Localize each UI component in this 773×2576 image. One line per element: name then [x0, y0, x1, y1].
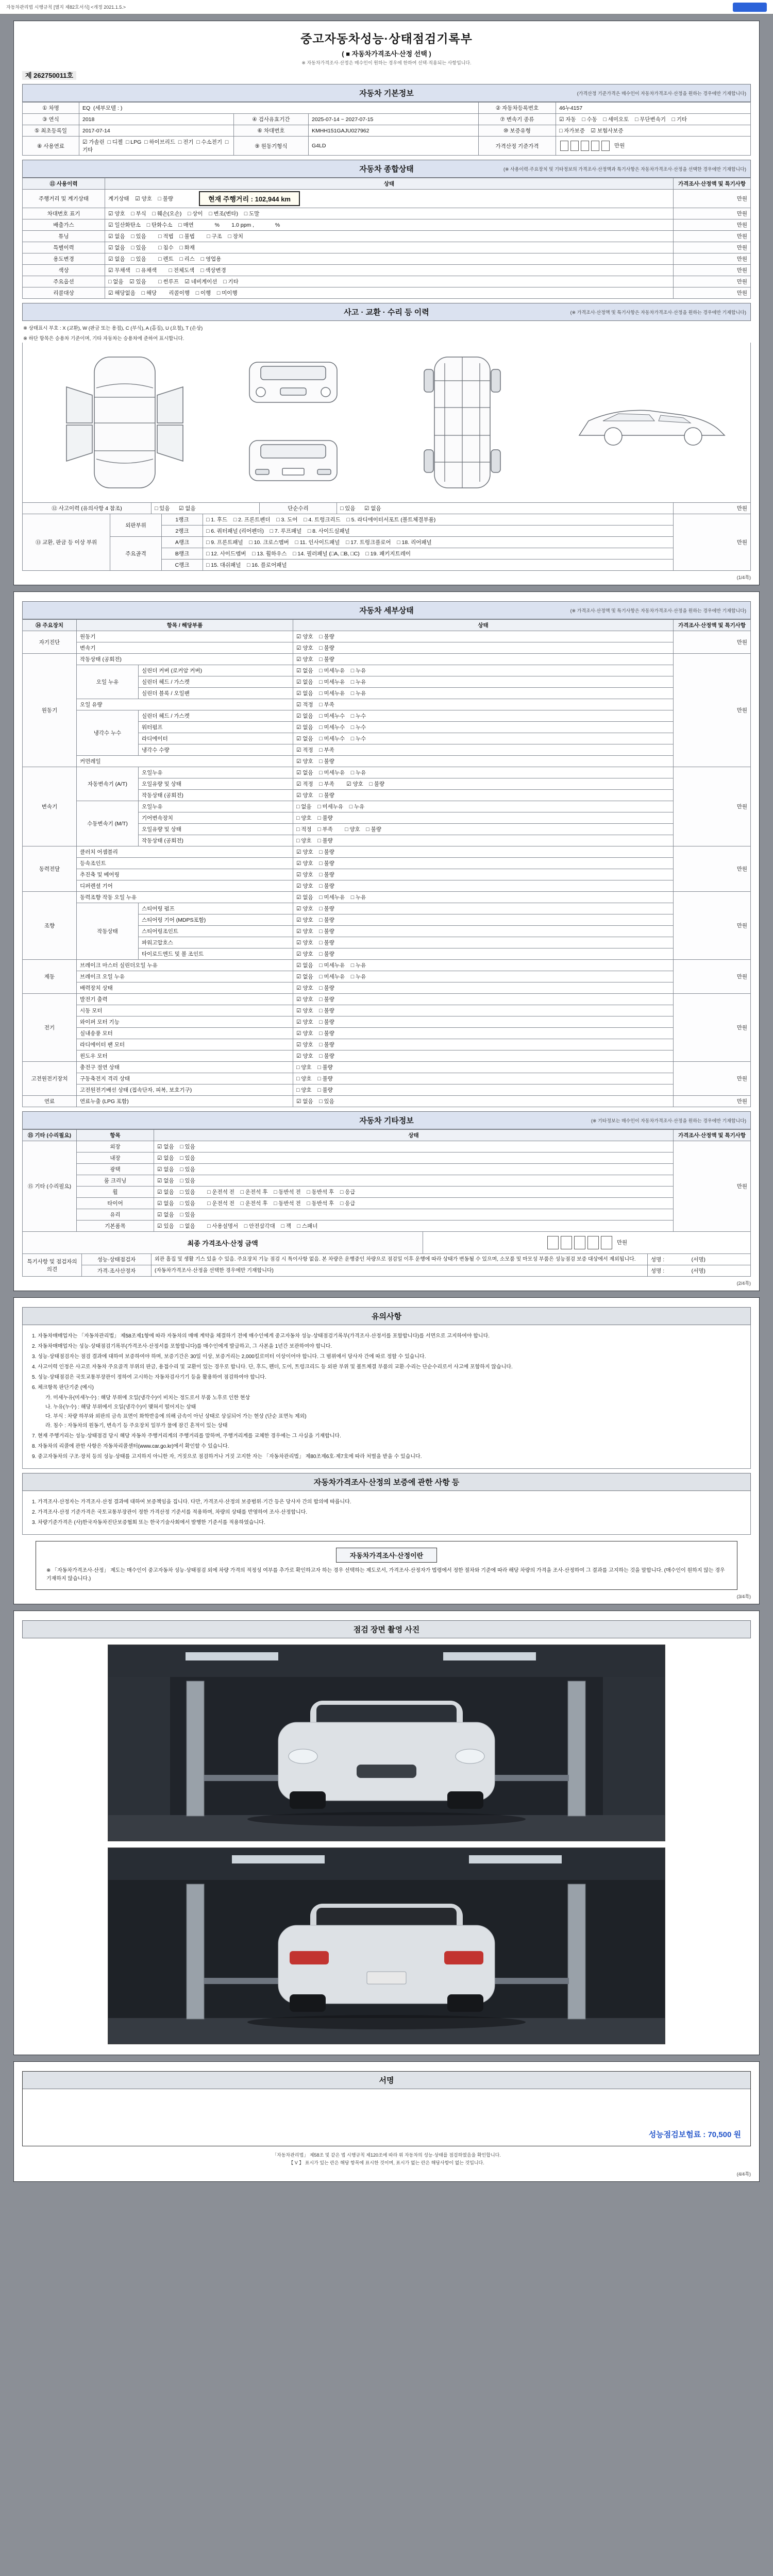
item-cell: 기어변속장치: [139, 812, 293, 824]
vehicle-diagram-front-rear-view: [229, 348, 358, 497]
col-header: 상태: [154, 1130, 674, 1141]
item-cell: 변속기: [77, 642, 293, 654]
col-header: 가격조사·산정액 및 특기사항: [674, 178, 751, 190]
device-group: 동력전달: [23, 846, 77, 892]
price-cell: 만원: [674, 231, 751, 242]
item-cell: 연료누출 (LPG 포함): [77, 1096, 293, 1107]
state-cell: ☑ 없음 □ 있음 □ 운전석 전 □ 운전석 후 □ 동반석 전 □ 동반석 후 □ 응급: [154, 1198, 674, 1209]
base-price-label: 가격산정 기준가격: [479, 137, 556, 156]
final-price-boxes: [423, 1232, 751, 1254]
state-cell: ☑ 없음 □ 미세누수 □ 누수: [293, 722, 674, 733]
price-cell: 만원: [674, 276, 751, 287]
col-header: ⑭ 주요장치: [23, 620, 77, 631]
repair-needed-label: ⑮ 기타 (수리필요): [23, 1141, 77, 1232]
state-cell: ☑ 양호 □ 불량: [293, 858, 674, 869]
page-3: [13, 1297, 760, 1604]
item-cell: 배력장치 상태: [77, 982, 293, 994]
state-cell: ☑ 양호 □ 불량: [293, 903, 674, 914]
definition-title: 자동차가격조사·산정이란: [336, 1548, 437, 1563]
section-etc-header: 자동차 기타정보 (※ 기타정보는 매수인이 자동차가격조사·산정을 원하는 경우에만 기재합니다): [22, 1111, 751, 1129]
row-label: 리콜대상: [23, 287, 105, 299]
section-accident-note: (※ 가격조사·산정액 및 특기사항은 자동차가격조사·산정을 원하는 경우에만 기재합니다): [570, 310, 746, 315]
field-value: ☑ 자동 □ 수동 □ 세미오토 □ 무단변속기 □ 기타: [556, 114, 751, 125]
state-cell: ☑ 없음 □ 있음 □ 렌트 □ 리스 □ 영업용: [105, 253, 674, 265]
state-cell: ☑ 없음 □ 있음 □ 적법 □ 불법 □ 구조 □ 장치: [105, 231, 674, 242]
vehicle-diagram-side-view: [567, 394, 737, 451]
inspector-opinion-text: 외관 흠집 및 생활 기스 있을 수 있음. 주요장치 기능 점검 시 특이사항 없음. 본 차량은 운행중인 차량으로 점검일 이후 운행에 따라 상태가 변동될 수 있으며, 소모품 및 마모성 부품은 성능점검 보증 대상에서 제외됩니다.: [152, 1254, 648, 1265]
price-cell: 만원: [674, 960, 751, 994]
item-cell: 시동 모터: [77, 1005, 293, 1016]
opinion-group-label: 특기사항 및 점검자의 의견: [23, 1254, 82, 1277]
item-cell: 타이어: [77, 1198, 154, 1209]
item-cell: 실린더 블록 / 오일팬: [139, 688, 293, 699]
state-cell: □ 적정 □ 부족 □ 양호 □ 불량: [293, 824, 674, 835]
outer-panel-label: 외판부위: [110, 514, 162, 537]
state-cell: ☑ 없음 □ 미세누유 □ 누유: [293, 665, 674, 676]
state-cell: ☑ 양호 □ 불량: [293, 631, 674, 642]
price-cell: 만원: [674, 503, 751, 514]
item-cell: 등속조인트: [77, 858, 293, 869]
simple-repair-state: □ 있음 ☑ 없음: [337, 503, 674, 514]
state-cell: ☑ 양호 □ 부식 □ 훼손(오손) □ 상이 □ 변조(변타) □ 도말: [105, 208, 674, 219]
device-group: 조향: [23, 892, 77, 960]
item-cell: 작동상태 (공회전): [139, 835, 293, 846]
field-label: ① 차명: [23, 103, 79, 114]
item-cell: 오일유량 및 상태: [139, 778, 293, 790]
rank-items: □ 9. 프론트패널 □ 10. 크로스멤버 □ 11. 인사이드패널 □ 17. 트렁크플로어 □ 18. 리어패널: [203, 537, 674, 548]
item-cell: 라디에이터 팬 모터: [77, 1039, 293, 1050]
rank-name: A랭크: [162, 537, 203, 548]
field-value: □ 자가보증 ☑ 보험사보증: [556, 125, 751, 137]
rank-name: 2랭크: [162, 526, 203, 537]
state-cell: ☑ 양호 □ 불량: [293, 1050, 674, 1062]
page-marker: (2/4쪽): [736, 1281, 751, 1286]
accident-label: ⑫ 사고이력 (유의사항 4 참조): [23, 503, 152, 514]
device-group: 자기진단: [23, 631, 77, 654]
device-group: 전기: [23, 994, 77, 1062]
state-cell: ☑ 없음 □ 미세누수 □ 누수: [293, 710, 674, 722]
price-digit-box: [547, 1236, 559, 1249]
state-cell: □ 양호 □ 불량: [293, 835, 674, 846]
state-cell: ☑ 없음 □ 미세누유 □ 누유: [293, 971, 674, 982]
rank-name: 1랭크: [162, 514, 203, 526]
field-value: 2018: [79, 114, 234, 125]
price-cell: 만원: [674, 242, 751, 253]
notice-item: 9. 중고자동차의 구조·장치 등의 성능·상태를 고지하지 아니한 자, 거짓으로 점검하거나 거짓 고지한 자는 「자동차관리법」 제80조제6호·제7호에 따라 처벌을 받을 수 있습니다.: [32, 1454, 422, 1460]
item-cell: 광택: [77, 1164, 154, 1175]
item-cell: 외장: [77, 1141, 154, 1153]
top-strip: [0, 0, 773, 14]
state-cell: ☑ 양호 □ 불량: [293, 1028, 674, 1039]
section-basic-note: (가격산정 기준가격은 매수인이 자동차가격조사·산정을 원하는 경우에만 기재합니다): [577, 91, 746, 96]
device-group: 변속기: [23, 767, 77, 846]
item-cell: 기본품목: [77, 1221, 154, 1232]
field-value: EQ (세부모델 : ): [79, 103, 479, 114]
sub-group: 수동변속기 (M/T): [77, 801, 139, 846]
vehicle-diagram-top-view: [37, 348, 212, 497]
field-value: 46누4157: [556, 103, 751, 114]
item-cell: 실린더 헤드 / 가스켓: [139, 710, 293, 722]
price-cell: 만원: [674, 1096, 751, 1107]
item-cell: 구동축전지 격리 상태: [77, 1073, 293, 1084]
appraiser-role: 가격·조사산정자: [82, 1265, 152, 1277]
state-cell: ☑ 양호 □ 불량: [293, 880, 674, 892]
device-group: 제동: [23, 960, 77, 994]
state-cell: ☑ 적정 □ 부족: [293, 699, 674, 710]
field-value: ☑ 가솔린 □ 디젤 □ LPG □ 하이브리드 □ 전기 □ 수소전기 □ 기타: [79, 137, 234, 156]
accident-state: □ 있음 ☑ 없음: [152, 503, 260, 514]
state-cell: ☑ 있음 □ 없음 □ 사용설명서 □ 안전삼각대 □ 잭 □ 스패너: [154, 1221, 674, 1232]
final-price-table: [22, 1231, 751, 1254]
definition-text: ※ 「자동차가격조사·산정」 제도는 매수인이 중고자동차 성능·상태점검 외에 차량 가격의 적정성 여부를 추가로 확인하고자 하는 경우 선택하는 제도로서, 가격조사·산정자가 법령에서 정한 절차와 기준에 따라 해당 차량의 가격을 조사·산정하여 그 결과를 고지하는 것을 말합니다. (매수인이 원하지 않는 경우 기재하지 않습니다.): [46, 1568, 727, 1582]
notice-item: 7. 현재 주행거리는 성능·상태점검 당시 해당 자동차 주행거리계의 주행거리를 말하며, 주행거리계를 교체한 경우에는 그 사실을 기재합니다.: [32, 1433, 341, 1439]
item-cell: 스티어링 펌프: [139, 903, 293, 914]
state-cell: ☑ 없음 □ 미세누유 □ 누유: [293, 960, 674, 971]
inspection-photo-front: [108, 1645, 665, 1841]
inspector-signature: 성명 : (서명): [648, 1254, 751, 1265]
field-label: ③ 연식: [23, 114, 79, 125]
field-label: ④ 검사유효기간: [234, 114, 309, 125]
rank-items: □ 15. 대쉬패널 □ 16. 플로어패널: [203, 560, 674, 571]
item-cell: 실린더 커버 (로커암 커버): [139, 665, 293, 676]
page-marker: (1/4쪽): [736, 575, 751, 580]
price-cell: 만원: [674, 654, 751, 767]
notice-sub-item: 다. 부식 : 차량 하부와 외판의 금속 표면이 화학반응에 의해 금속이 아닌 상태로 상실되어 가는 현상 (단순 표면녹 제외): [45, 1414, 307, 1419]
exchange-panel-table: [22, 514, 751, 571]
rank-items: □ 1. 후드 □ 2. 프론트펜더 □ 3. 도어 □ 4. 트렁크리드 □ 5. 라디에이터서포트 (볼트체결부품): [203, 514, 674, 526]
footer-line: 【 V 】 표시가 있는 란은 해당 항목에 표시한 것이며, 표시가 없는 란은 해당사항이 없는 것입니다.: [289, 2160, 484, 2166]
item-cell: 라디에이터: [139, 733, 293, 744]
price-cell: 만원: [674, 514, 751, 571]
signature-box: [22, 2071, 751, 2146]
item-cell: 오일누유: [139, 767, 293, 778]
state-cell: ☑ 양호 □ 불량: [293, 1005, 674, 1016]
item-cell: 동력조향 작동 오일 누유: [77, 892, 293, 903]
field-label: ⑥ 차대번호: [234, 125, 309, 137]
warranty-item: 2. 가격조사·산정 기준가격은 국토교통부장관이 정한 가격산정 기준서를 적용하며, 차량의 상태를 반영하여 조사·산정합니다.: [32, 1510, 308, 1515]
item-cell: 작동상태 (공회전): [139, 790, 293, 801]
state-cell: ☑ 양호 □ 불량: [293, 790, 674, 801]
item-cell: 클러치 어셈블리: [77, 846, 293, 858]
state-cell: ☑ 양호 □ 불량: [293, 654, 674, 665]
signature-area: [23, 2089, 750, 2146]
state-cell: ☑ 없음 □ 있음: [154, 1141, 674, 1153]
col-header: 항목 / 해당부품: [77, 620, 293, 631]
state-cell: ☑ 양호 □ 불량: [293, 756, 674, 767]
field-value: 2025-07-14 ~ 2027-07-15: [309, 114, 479, 125]
state-cell: ☑ 없음 □ 있음 □ 침수 □ 화재: [105, 242, 674, 253]
field-value: G4LD: [309, 137, 479, 156]
state-cell: ☑ 없음 □ 있음: [154, 1175, 674, 1187]
price-cell: 만원: [674, 892, 751, 960]
state-cell: □ 양호 □ 불량: [293, 812, 674, 824]
state-cell: □ 양호 □ 불량: [293, 1073, 674, 1084]
price-cell: 만원: [674, 631, 751, 654]
row-label: 주행거리 및 계기상태: [23, 190, 105, 208]
state-cell: ☑ 없음 □ 미세누유 □ 누유: [293, 892, 674, 903]
notice-item: 3. 성능·상태점검자는 점검 결과에 대하여 보증하여야 하며, 보증기간은 30일 이상, 보증거리는 2,000킬로미터 이상이어야 합니다. 그 범위에서 당사자 간에 따로 정할 수 있습니다.: [32, 1354, 426, 1360]
state-cell: ☑ 해당없음 □ 해당 리콜이행 □ 이행 □ 미이행: [105, 287, 674, 299]
price-unit: 만원: [614, 142, 625, 149]
item-cell: 오일유량 및 상태: [139, 824, 293, 835]
field-label: ⑧ 사용연료: [23, 137, 79, 156]
price-cell: 만원: [674, 1062, 751, 1096]
state-cell: ☑ 없음 □ 미세누유 □ 누유: [293, 767, 674, 778]
item-cell: 타이로드엔드 및 볼 조인트: [139, 948, 293, 960]
accident-history-table: [22, 502, 751, 514]
state-cell: ☑ 없음 □ 미세누유 □ 누유: [293, 688, 674, 699]
notice-body: [22, 1325, 751, 1469]
state-cell: ☑ 없음 □ 있음: [154, 1209, 674, 1221]
vehicle-diagram-underbody-view: [375, 348, 550, 497]
state-mark-legend: ※ 상태표시 부호 : X (교환), W (판금 또는 용접), C (부식), A (흠집), U (요철), T (손상): [23, 326, 203, 331]
item-cell: 워터펌프: [139, 722, 293, 733]
inspector-opinion-table: [22, 1253, 751, 1277]
state-cell: ☑ 양호 □ 불량: [293, 982, 674, 994]
field-label: ② 자동차등록번호: [479, 103, 556, 114]
document-subtitle-note: ※ 자동차가격조사·산정은 매수인이 원하는 경우에 한하여 선택·적용되는 사항입니다.: [301, 60, 472, 65]
section-overall-header: 자동차 종합상태 (※ 사용이력·주요장치 및 기타정보의 가격조사·산정액과 특기사항은 자동차가격조사·산정을 선택한 경우에만 기재합니다): [22, 160, 751, 178]
detail-status-table: [22, 619, 751, 1107]
brand-logo-badge: [733, 3, 767, 12]
state-cell: ☑ 양호 □ 불량: [293, 1039, 674, 1050]
item-cell: 윈도우 모터: [77, 1050, 293, 1062]
state-cell: ☑ 없음 □ 있음: [154, 1164, 674, 1175]
state-cell: □ 없음 ☑ 있음 □ 썬루프 ☑ 네비게이션 □ 기타: [105, 276, 674, 287]
page-5: [13, 2061, 760, 2182]
device-group: 고전원전기장치: [23, 1062, 77, 1096]
page-marker: (4/4쪽): [736, 2171, 751, 2177]
item-cell: 파워고압호스: [139, 937, 293, 948]
row-label: 용도변경: [23, 253, 105, 265]
item-cell: 유리: [77, 1209, 154, 1221]
notice-item: 8. 자동차의 리콜에 관한 사항은 자동차리콜센터(www.car.go.kr)에서 확인할 수 있습니다.: [32, 1444, 229, 1449]
state-cell: ☑ 없음 □ 있음: [154, 1153, 674, 1164]
state-cell: ☑ 없음 □ 있음 □ 운전석 전 □ 운전석 후 □ 동반석 전 □ 동반석 후 □ 응급: [154, 1187, 674, 1198]
field-value: KMHH151GAJU027962: [309, 125, 479, 137]
field-label: ⑩ 보증유형: [479, 125, 556, 137]
price-digit-box: [560, 141, 568, 151]
state-cell: ☑ 양호 □ 불량: [293, 914, 674, 926]
state-cell: □ 없음 □ 미세누유 □ 누유: [293, 801, 674, 812]
state-cell: □ 양호 □ 불량: [293, 1062, 674, 1073]
passenger-car-legend: ※ 하단 항목은 승용차 기준이며, 기타 자동차는 승용차에 준하여 표시합니다.: [23, 336, 184, 342]
col-header: 상태: [105, 178, 674, 190]
field-value: 2017-07-14: [79, 125, 234, 137]
notice-item: 6. 체크항목 판단기준 (예시): [32, 1385, 94, 1391]
item-cell: 브레이크 오일 누유: [77, 971, 293, 982]
title-block: [22, 29, 751, 66]
price-cell: 만원: [674, 219, 751, 231]
item-cell: 스티어링조인트: [139, 926, 293, 937]
inspector-role: 성능·상태점검자: [82, 1254, 152, 1265]
price-cell: 만원: [674, 994, 751, 1062]
price-unit: 만원: [616, 1239, 628, 1246]
notice-item: 1. 자동차매매업자는 「자동차관리법」 제58조제1항에 따라 자동차의 매매 계약을 체결하기 전에 매수인에게 중고자동차 성능·상태점검기록부(가격조사·산정서를 포함합니다)를 서면으로 고지하여야 합니다.: [32, 1333, 490, 1339]
price-cell: 만원: [674, 1141, 751, 1232]
price-cell: 만원: [674, 287, 751, 299]
notice-sub-item: 가. 미세누유(미세누수) : 해당 부위에 오일(냉각수)이 비치는 정도로서 부품 노후로 인한 현상: [45, 1395, 250, 1401]
rank-items: □ 12. 사이드멤버 □ 13. 휠하우스 □ 14. 필러패널 (□A, □B, □C) □ 19. 패키지트레이: [203, 548, 674, 560]
page-1: [13, 21, 760, 585]
base-price-boxes: [556, 137, 751, 156]
col-header: ⑮ 기타 (수리필요): [23, 1130, 77, 1141]
rank-name: B랭크: [162, 548, 203, 560]
state-cell: ☑ 무채색 □ 유채색 □ 전체도색 □ 색상변경: [105, 265, 674, 276]
sub-group: 자동변속기 (A/T): [77, 767, 139, 801]
item-cell: 룸 크리닝: [77, 1175, 154, 1187]
state-cell: ☑ 양호 □ 불량: [293, 937, 674, 948]
section-photos-header: 점검 장면 촬영 사진: [22, 1620, 751, 1638]
rank-items: □ 6. 쿼터패널 (리어펜더) □ 7. 루프패널 □ 8. 사이드실패널: [203, 526, 674, 537]
price-cell: 만원: [674, 265, 751, 276]
item-cell: 스티어링 기어 (MDPS포함): [139, 914, 293, 926]
state-cell: ☑ 양호 □ 불량: [293, 948, 674, 960]
sub-group: 작동상태: [77, 903, 139, 960]
price-appraisal-definition-box: [36, 1541, 737, 1590]
row-label: 튜닝: [23, 231, 105, 242]
signature-header: 서명: [23, 2072, 750, 2089]
item-cell: 고전원전기배선 상태 (접속단자, 피복, 보호기구): [77, 1084, 293, 1096]
section-detail-header: 자동차 세부상태 (※ 가격조사·산정액 및 특기사항은 자동차가격조사·산정을 원하는 경우에만 기재합니다): [22, 601, 751, 619]
main-frame-label: 주요골격: [110, 537, 162, 571]
page-2: [13, 591, 760, 1291]
state-cell: ☑ 양호 □ 불량: [293, 994, 674, 1005]
notice-sub-item: 라. 침수 : 자동차의 원동기, 변속기 등 주요장치 일부가 물에 잠긴 흔적이 있는 상태: [45, 1423, 228, 1429]
item-cell: 오일 유량: [77, 699, 293, 710]
price-cell: 만원: [674, 767, 751, 846]
basic-info-table: [22, 102, 751, 156]
row-label: 특별이력: [23, 242, 105, 253]
notice-item: 4. 사고이력 인정은 사고로 자동차 주요골격 부위의 판금, 용접수리 및 교환이 있는 경우로 합니다. 단, 후드, 펜더, 도어, 트렁크리드 등 외판 부위 및 볼트체결 부품의 교환·수리는 단순수리로서 사고에 포함하지 않습니다.: [32, 1364, 513, 1370]
item-cell: 디퍼렌셜 기어: [77, 880, 293, 892]
state-cell: ☑ 양호 □ 불량: [293, 869, 674, 880]
col-header: ⑪ 사용이력: [23, 178, 105, 190]
document-number: 제 262750011호: [22, 70, 751, 80]
state-cell: ☑ 일산화탄소 □ 탄화수소 □ 매연 % 1.0 ppm , %: [105, 219, 674, 231]
item-cell: 휠: [77, 1187, 154, 1198]
form-reference: 자동차관리법 시행규칙 [별지 제82호서식] <개정 2021.1.5.>: [6, 5, 126, 10]
section-basic-header: 자동차 기본정보 (가격산정 기준가격은 매수인이 자동차가격조사·산정을 원하는 경우에만 기재합니다): [22, 84, 751, 102]
price-cell: 만원: [674, 253, 751, 265]
item-cell: 냉각수 수량: [139, 744, 293, 756]
section-detail-note: (※ 가격조사·산정액 및 특기사항은 자동차가격조사·산정을 원하는 경우에만 기재합니다): [570, 608, 746, 613]
state-cell: ☑ 없음 □ 있음: [293, 1096, 674, 1107]
inspection-photo-rear: [108, 1848, 665, 2044]
field-label: ⑦ 변속기 종류: [479, 114, 556, 125]
col-header: 가격조사·산정액 및 특기사항: [674, 620, 751, 631]
item-cell: 커먼레일: [77, 756, 293, 767]
simple-repair-label: 단순수리: [260, 503, 337, 514]
document-subtitle: ( ■ 자동차가격조사·산정 선택 ): [342, 50, 431, 58]
footer-notes: [22, 2151, 751, 2167]
row-label: 색상: [23, 265, 105, 276]
section-overall-note: (※ 사용이력·주요장치 및 기타정보의 가격조사·산정액과 특기사항은 자동차가격조사·산정을 선택한 경우에만 기재합니다): [503, 166, 746, 172]
col-header: 상태: [293, 620, 674, 631]
sub-group: 냉각수 누수: [77, 710, 139, 756]
section-warranty-header: 자동차가격조사·산정의 보증에 관한 사항 등: [22, 1473, 751, 1491]
appraiser-opinion-text: (자동차가격조사·산정을 선택한 경우에만 기재합니다): [152, 1265, 648, 1277]
current-mileage: 현재 주행거리 : 102,944 km: [199, 191, 300, 206]
vehicle-diagram-panel: [22, 343, 751, 503]
etc-info-table: [22, 1129, 751, 1232]
item-cell: 오일누유: [139, 801, 293, 812]
document-title: 중고자동차성능·상태점검기록부: [300, 32, 473, 45]
item-cell: 와이퍼 모터 기능: [77, 1016, 293, 1028]
page-marker: (3/4쪽): [736, 1594, 751, 1599]
price-cell: 만원: [674, 846, 751, 892]
section-accident-header: 사고 · 교환 · 수리 등 이력 (※ 가격조사·산정액 및 특기사항은 자동차가격조사·산정을 원하는 경우에만 기재합니다): [22, 303, 751, 321]
item-cell: 실내송풍 모터: [77, 1028, 293, 1039]
device-group: 연료: [23, 1096, 77, 1107]
row-label: 배출가스: [23, 219, 105, 231]
field-label: ⑨ 원동기형식: [234, 137, 309, 156]
section-etc-note: (※ 기타정보는 매수인이 자동차가격조사·산정을 원하는 경우에만 기재합니다): [591, 1118, 746, 1123]
section-notice-header: 유의사항: [22, 1307, 751, 1325]
notice-sub-item: 나. 누유(누수) : 해당 부위에서 오일(냉각수)이 맺혀서 떨어지는 상태: [45, 1404, 196, 1410]
notice-item: 2. 자동차매매업자는 성능·상태점검기록부(가격조사·산정서를 포함합니다)를 매수인에게 발급하고, 그 사본을 1년간 보관하여야 합니다.: [32, 1344, 332, 1349]
inspection-insurance-fee: 성능점검보험료 : 70,500 원: [648, 2130, 741, 2139]
item-cell: 내장: [77, 1153, 154, 1164]
item-cell: 발전기 출력: [77, 994, 293, 1005]
item-cell: 추진축 및 베어링: [77, 869, 293, 880]
row-label: 주요옵션: [23, 276, 105, 287]
item-cell: 충전구 절연 상태: [77, 1062, 293, 1073]
row-label: 차대번호 표기: [23, 208, 105, 219]
exchange-label: ⑬ 교환, 판금 등 이상 부위: [23, 514, 110, 571]
state-cell: [105, 190, 674, 208]
state-cell: ☑ 적정 □ 부족 ☑ 양호 □ 불량: [293, 778, 674, 790]
device-group: 원동기: [23, 654, 77, 767]
overall-status-table: [22, 178, 751, 299]
page-4: [13, 1611, 760, 2055]
notice-item: 5. 성능·상태점검은 국토교통부장관이 정하여 고시하는 자동차검사기기 등을 활용하여 점검하여야 합니다.: [32, 1375, 266, 1380]
price-cell: 만원: [674, 208, 751, 219]
state-cell: ☑ 적정 □ 부족: [293, 744, 674, 756]
item-cell: 브레이크 마스터 실린더오일 누유: [77, 960, 293, 971]
odometer-state: 계기상태 ☑ 양호 □ 불량: [108, 196, 174, 202]
item-cell: 작동상태 (공회전): [77, 654, 293, 665]
state-cell: ☑ 양호 □ 불량: [293, 642, 674, 654]
price-cell: 만원: [674, 190, 751, 208]
field-label: ⑤ 최초등록일: [23, 125, 79, 137]
state-cell: ☑ 양호 □ 불량: [293, 846, 674, 858]
col-header: 항목: [77, 1130, 154, 1141]
state-cell: ☑ 없음 □ 미세누수 □ 누수: [293, 733, 674, 744]
state-cell: ☑ 양호 □ 불량: [293, 926, 674, 937]
item-cell: 실린더 헤드 / 가스켓: [139, 676, 293, 688]
final-price-label: 최종 가격조사·산정 금액: [23, 1232, 423, 1254]
col-header: 가격조사·산정액 및 특기사항: [674, 1130, 751, 1141]
warranty-item: 1. 가격조사·산정자는 가격조사·산정 결과에 대하여 보증책임을 집니다. 다만, 가격조사·산정의 보증범위·기간 등은 당사자 간의 합의에 따릅니다.: [32, 1499, 351, 1505]
rank-name: C랭크: [162, 560, 203, 571]
warranty-item: 3. 차량기준가격은 (사)한국자동차진단보증협회 또는 한국기술사회에서 발행한 기준서를 적용하였습니다.: [32, 1520, 265, 1526]
state-cell: ☑ 양호 □ 불량: [293, 1016, 674, 1028]
sub-group: 오일 누유: [77, 665, 139, 699]
state-cell: □ 양호 □ 불량: [293, 1084, 674, 1096]
item-cell: 원동기: [77, 631, 293, 642]
appraiser-signature: 성명 : (서명): [648, 1265, 751, 1277]
footer-line: 「자동차관리법」 제58조 및 같은 법 시행규칙 제120조에 따라 위 자동차의 성능·상태를 점검하였음을 확인합니다.: [272, 2153, 501, 2158]
warranty-body: [22, 1491, 751, 1535]
state-cell: ☑ 없음 □ 미세누유 □ 누유: [293, 676, 674, 688]
